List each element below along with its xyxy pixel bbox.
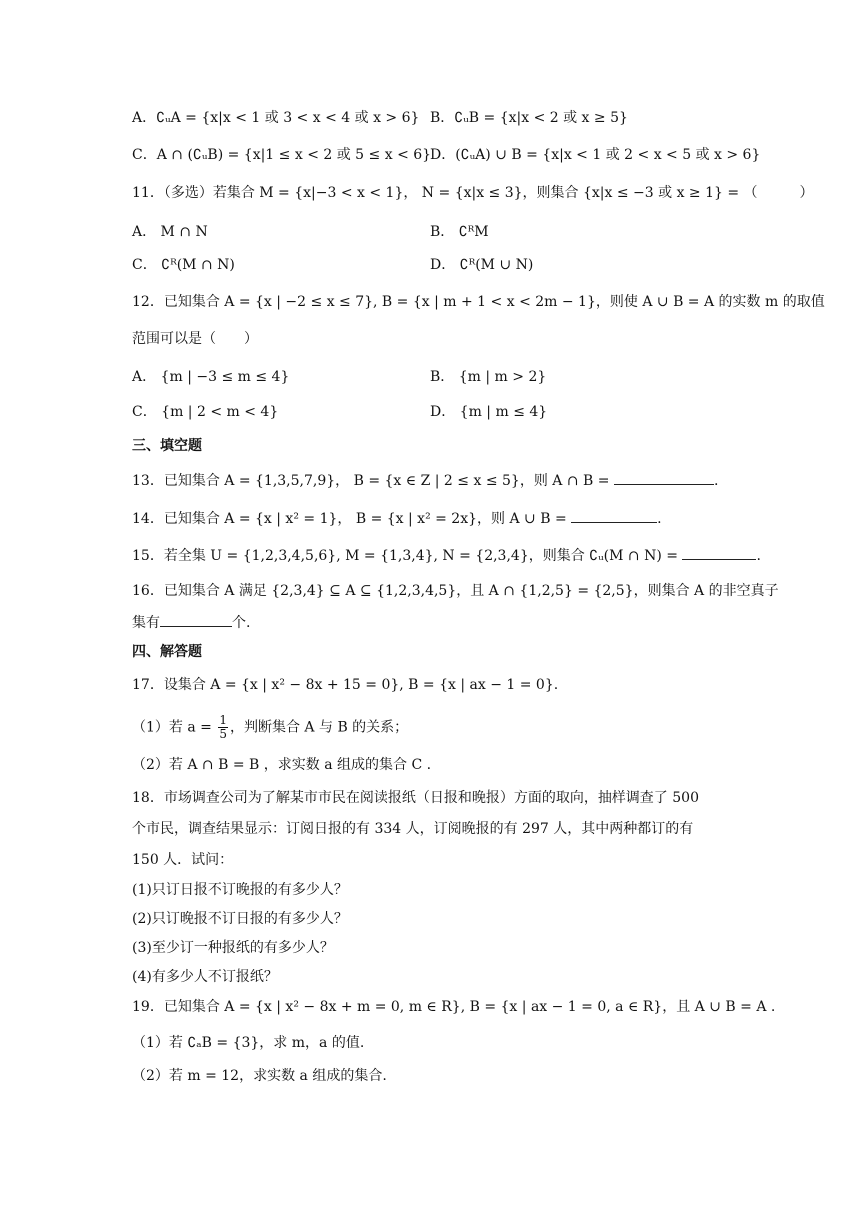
q12-stem-line1: 12．已知集合 A = {x | −2 ≤ x ≤ 7}, B = {x | m + 1 < x < 2m − 1}，则使 A ∪ B = A 的实数 m 的取值	[132, 294, 825, 310]
q13-text: 13．已知集合 A = {1,3,5,7,9}， B = {x ∈ Z | 2 ≤ x ≤ 5}，则 A ∩ B =	[132, 473, 614, 489]
q17-part1-text: （1）若 a =	[132, 719, 217, 736]
q16-answer-blank	[160, 612, 232, 627]
q18-sub3: (3)至少订一种报纸的有多少人？	[132, 940, 334, 956]
q12-option-b: B． {m | m > 2}	[430, 369, 547, 385]
q18-line1: 18．市场调查公司为了解某市市民在阅读报纸（日报和晚报）方面的取向，抽样调查了 500	[132, 790, 699, 806]
q19-stem: 19．已知集合 A = {x | x² − 8x + m = 0, m ∈ R}, B = {x | ax − 1 = 0, a ∈ R}，且 A ∪ B = A .	[132, 999, 776, 1015]
q14	[132, 508, 662, 529]
q12-option-d: D． {m | m ≤ 4}	[430, 404, 548, 420]
q14-text: 14．已知集合 A = {x | x² = 1}， B = {x | x² = 2x}，则 A ∪ B =	[132, 511, 572, 527]
q16-end: 个.	[232, 615, 251, 631]
q13-answer-blank	[614, 470, 714, 485]
q17-part1	[132, 714, 408, 741]
q15-text: 15．若全集 U = {1,2,3,4,5,6}, M = {1,3,4}, N = {2,3,4}，则集合 ∁ᵤ(M ∩ N) =	[132, 548, 683, 564]
fraction-denominator: 5	[219, 727, 227, 741]
q10-option-d: D．(∁ᵤA) ∪ B = {x|x < 1 或 2 < x < 5 或 x > 6}	[430, 147, 761, 163]
q14-answer-blank	[571, 508, 657, 523]
q18-line2: 个市民，调查结果显示：订阅日报的有 334 人，订阅晚报的有 297 人，其中两种都订的有	[132, 821, 694, 837]
q14-end: .	[657, 511, 662, 527]
q11-option-b: B． ∁ᴿM	[430, 224, 489, 240]
q12-stem-line2: 范围可以是（ ）	[132, 331, 258, 347]
q10-option-b: B．∁ᵤB = {x|x < 2 或 x ≥ 5}	[430, 110, 628, 126]
q18-sub1: (1)只订日报不订晚报的有多少人？	[132, 882, 348, 898]
q16-line1: 16．已知集合 A 满足 {2,3,4} ⊆ A ⊆ {1,2,3,4,5}，且 A ∩ {1,2,5} = {2,5}，则集合 A 的非空真子	[132, 583, 779, 599]
q18-line3: 150 人．试问：	[132, 852, 234, 868]
q17-part1-rest: ，判断集合 A 与 B 的关系；	[229, 719, 409, 736]
q19-part2: （2）若 m = 12，求实数 a 组成的集合.	[132, 1068, 387, 1084]
q15-end: .	[756, 548, 761, 564]
fraction-numerator: 1	[219, 713, 227, 727]
q11-option-c: C． ∁ᴿ(M ∩ N)	[132, 257, 235, 273]
q15	[132, 545, 761, 566]
q18-sub2: (2)只订晚报不订日报的有多少人？	[132, 911, 348, 927]
q12-option-c: C． {m | 2 < m < 4}	[132, 404, 279, 420]
q16-line2	[132, 612, 250, 633]
q13-end: .	[713, 473, 719, 489]
q10-option-c: C．A ∩ (∁ᵤB) = {x|1 ≤ x < 2 或 5 ≤ x < 6}	[132, 147, 432, 163]
fraction	[218, 714, 228, 741]
q11-option-a: A． M ∩ N	[132, 224, 208, 240]
q11-option-d: D． ∁ᴿ(M ∪ N)	[430, 257, 534, 273]
q17-part2: （2）若 A ∩ B = B ，求实数 a 组成的集合 C .	[132, 757, 432, 773]
q13	[132, 470, 718, 491]
q17-stem: 17．设集合 A = {x | x² − 8x + 15 = 0}, B = {x | ax − 1 = 0}.	[132, 677, 559, 693]
q12-option-a: A． {m | −3 ≤ m ≤ 4}	[132, 369, 290, 385]
q19-part1: （1）若 ∁ₐB = {3}，求 m，a 的值.	[132, 1035, 365, 1051]
q16-text: 集有	[132, 615, 160, 631]
section-fill-in-heading: 三、填空题	[132, 438, 202, 454]
q18-sub4: (4)有多少人不订报纸？	[132, 969, 278, 985]
q10-option-a: A．∁ᵤA = {x|x < 1 或 3 < x < 4 或 x > 6}	[132, 110, 420, 126]
section-answer-heading: 四、解答题	[132, 644, 202, 660]
q11-stem: 11．（多选）若集合 M = {x|−3 < x < 1}， N = {x|x ≤ 3}，则集合 {x|x ≤ −3 或 x ≥ 1} = （ ）	[132, 185, 814, 201]
q15-answer-blank	[682, 545, 756, 560]
